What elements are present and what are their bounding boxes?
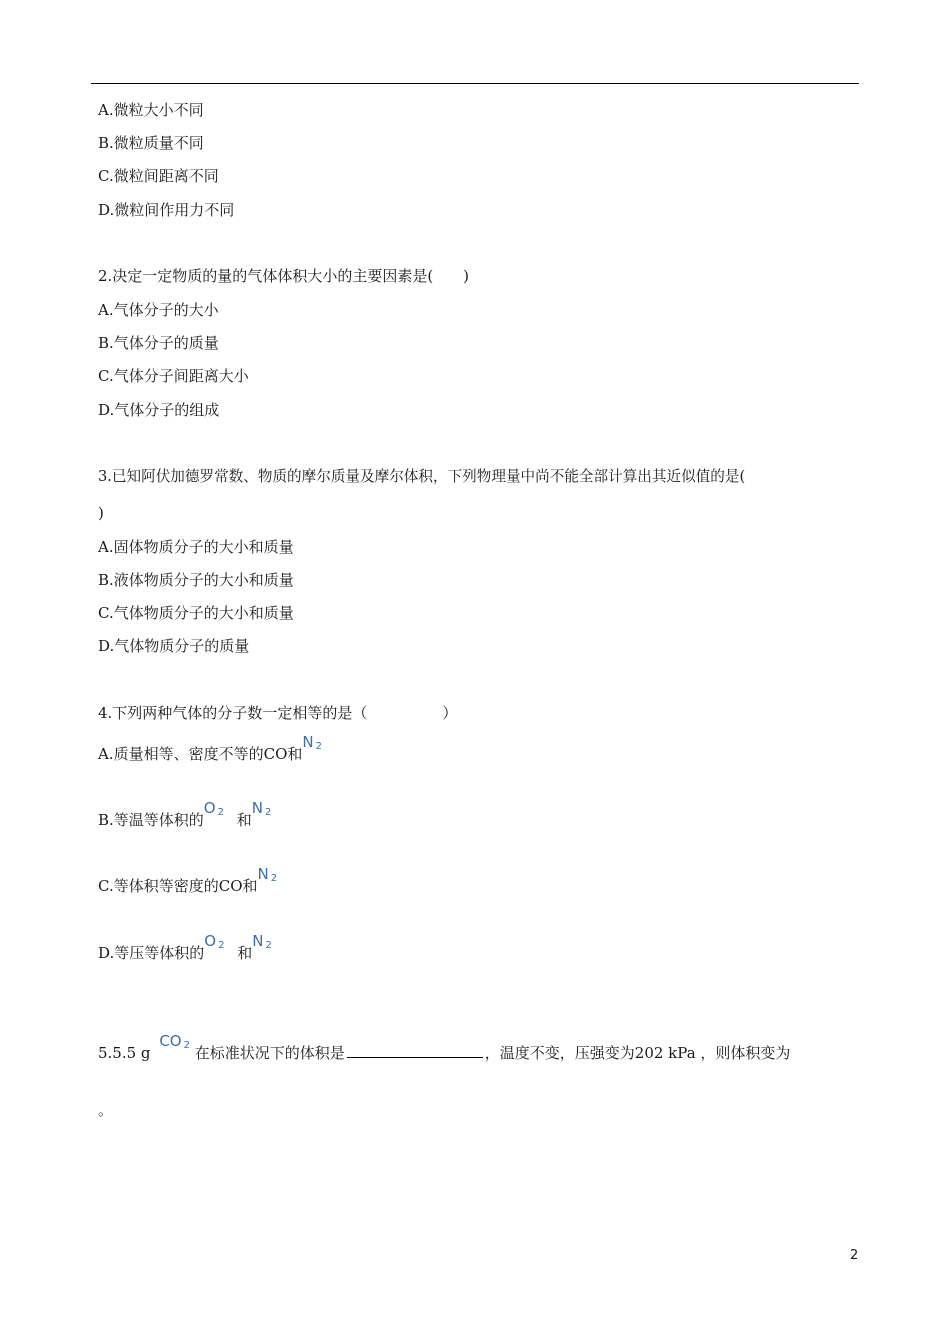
n2-formula: N $_2$ bbox=[252, 932, 272, 951]
header-rule bbox=[91, 83, 859, 84]
q4-option-a bbox=[98, 733, 322, 767]
q1-option-a: A.微粒大小不同 bbox=[98, 101, 204, 119]
q5-after-blank: ，温度不变，压强变为202 kPa ，则体积变为 bbox=[484, 1044, 791, 1062]
q1-option-c: C.微粒间距离不同 bbox=[98, 167, 219, 185]
n2-formula: N $_2$ bbox=[251, 799, 272, 818]
co2-formula: CO $_2$ bbox=[159, 1032, 190, 1051]
q4-option-b-text: B.等温等体积的 bbox=[98, 811, 204, 829]
o2-formula: O $_2$ bbox=[204, 932, 225, 951]
q4-option-b-and: 和 bbox=[236, 811, 252, 829]
q3-option-d: D.气体物质分子的质量 bbox=[98, 637, 250, 655]
q3-option-a: A.固体物质分子的大小和质量 bbox=[98, 538, 294, 556]
q4-option-c-text: C.等体积等密度的CO和 bbox=[98, 877, 258, 895]
q5-line2: 。 bbox=[98, 1101, 114, 1119]
q4-option-d-and: 和 bbox=[237, 944, 253, 962]
q4-option-a-text: A.质量相等、密度不等的CO和 bbox=[98, 745, 303, 763]
page-number: 2 bbox=[850, 1248, 859, 1263]
q1-option-b: B.微粒质量不同 bbox=[98, 134, 204, 152]
q3-option-c: C.气体物质分子的大小和质量 bbox=[98, 604, 294, 622]
q5-middle: 在标准状况下的体积是 bbox=[194, 1044, 345, 1062]
q5-answer-blank[interactable] bbox=[347, 1043, 483, 1058]
q2-option-b: B.气体分子的质量 bbox=[98, 334, 219, 352]
n2-formula: N $_2$ bbox=[302, 733, 322, 752]
q3-stem-line2: ) bbox=[98, 504, 104, 522]
q2-option-d: D.气体分子的组成 bbox=[98, 401, 220, 419]
q4-option-c bbox=[98, 865, 278, 899]
q1-option-d: D.微粒间作用力不同 bbox=[98, 201, 235, 219]
q2-option-c: C.气体分子间距离大小 bbox=[98, 367, 249, 385]
q5-stem bbox=[98, 1032, 791, 1066]
q4-option-d-text: D.等压等体积的 bbox=[98, 944, 205, 962]
q3-option-b: B.液体物质分子的大小和质量 bbox=[98, 571, 294, 589]
q4-option-d bbox=[98, 932, 272, 966]
q4-option-b bbox=[98, 799, 272, 833]
q5-prefix: 5.5.5 g bbox=[98, 1044, 151, 1062]
q4-stem: 4.下列两种气体的分子数一定相等的是（ ） bbox=[98, 704, 458, 722]
o2-formula: O $_2$ bbox=[203, 799, 224, 818]
n2-formula: N $_2$ bbox=[257, 865, 278, 884]
q2-stem: 2.决定一定物质的量的气体体积大小的主要因素是( ) bbox=[98, 267, 470, 285]
q3-stem-line1: 3.已知阿伏加德罗常数、物质的摩尔质量及摩尔体积，下列物理量中尚不能全部计算出其近似值的是( bbox=[98, 468, 746, 485]
q2-option-a: A.气体分子的大小 bbox=[98, 301, 219, 319]
